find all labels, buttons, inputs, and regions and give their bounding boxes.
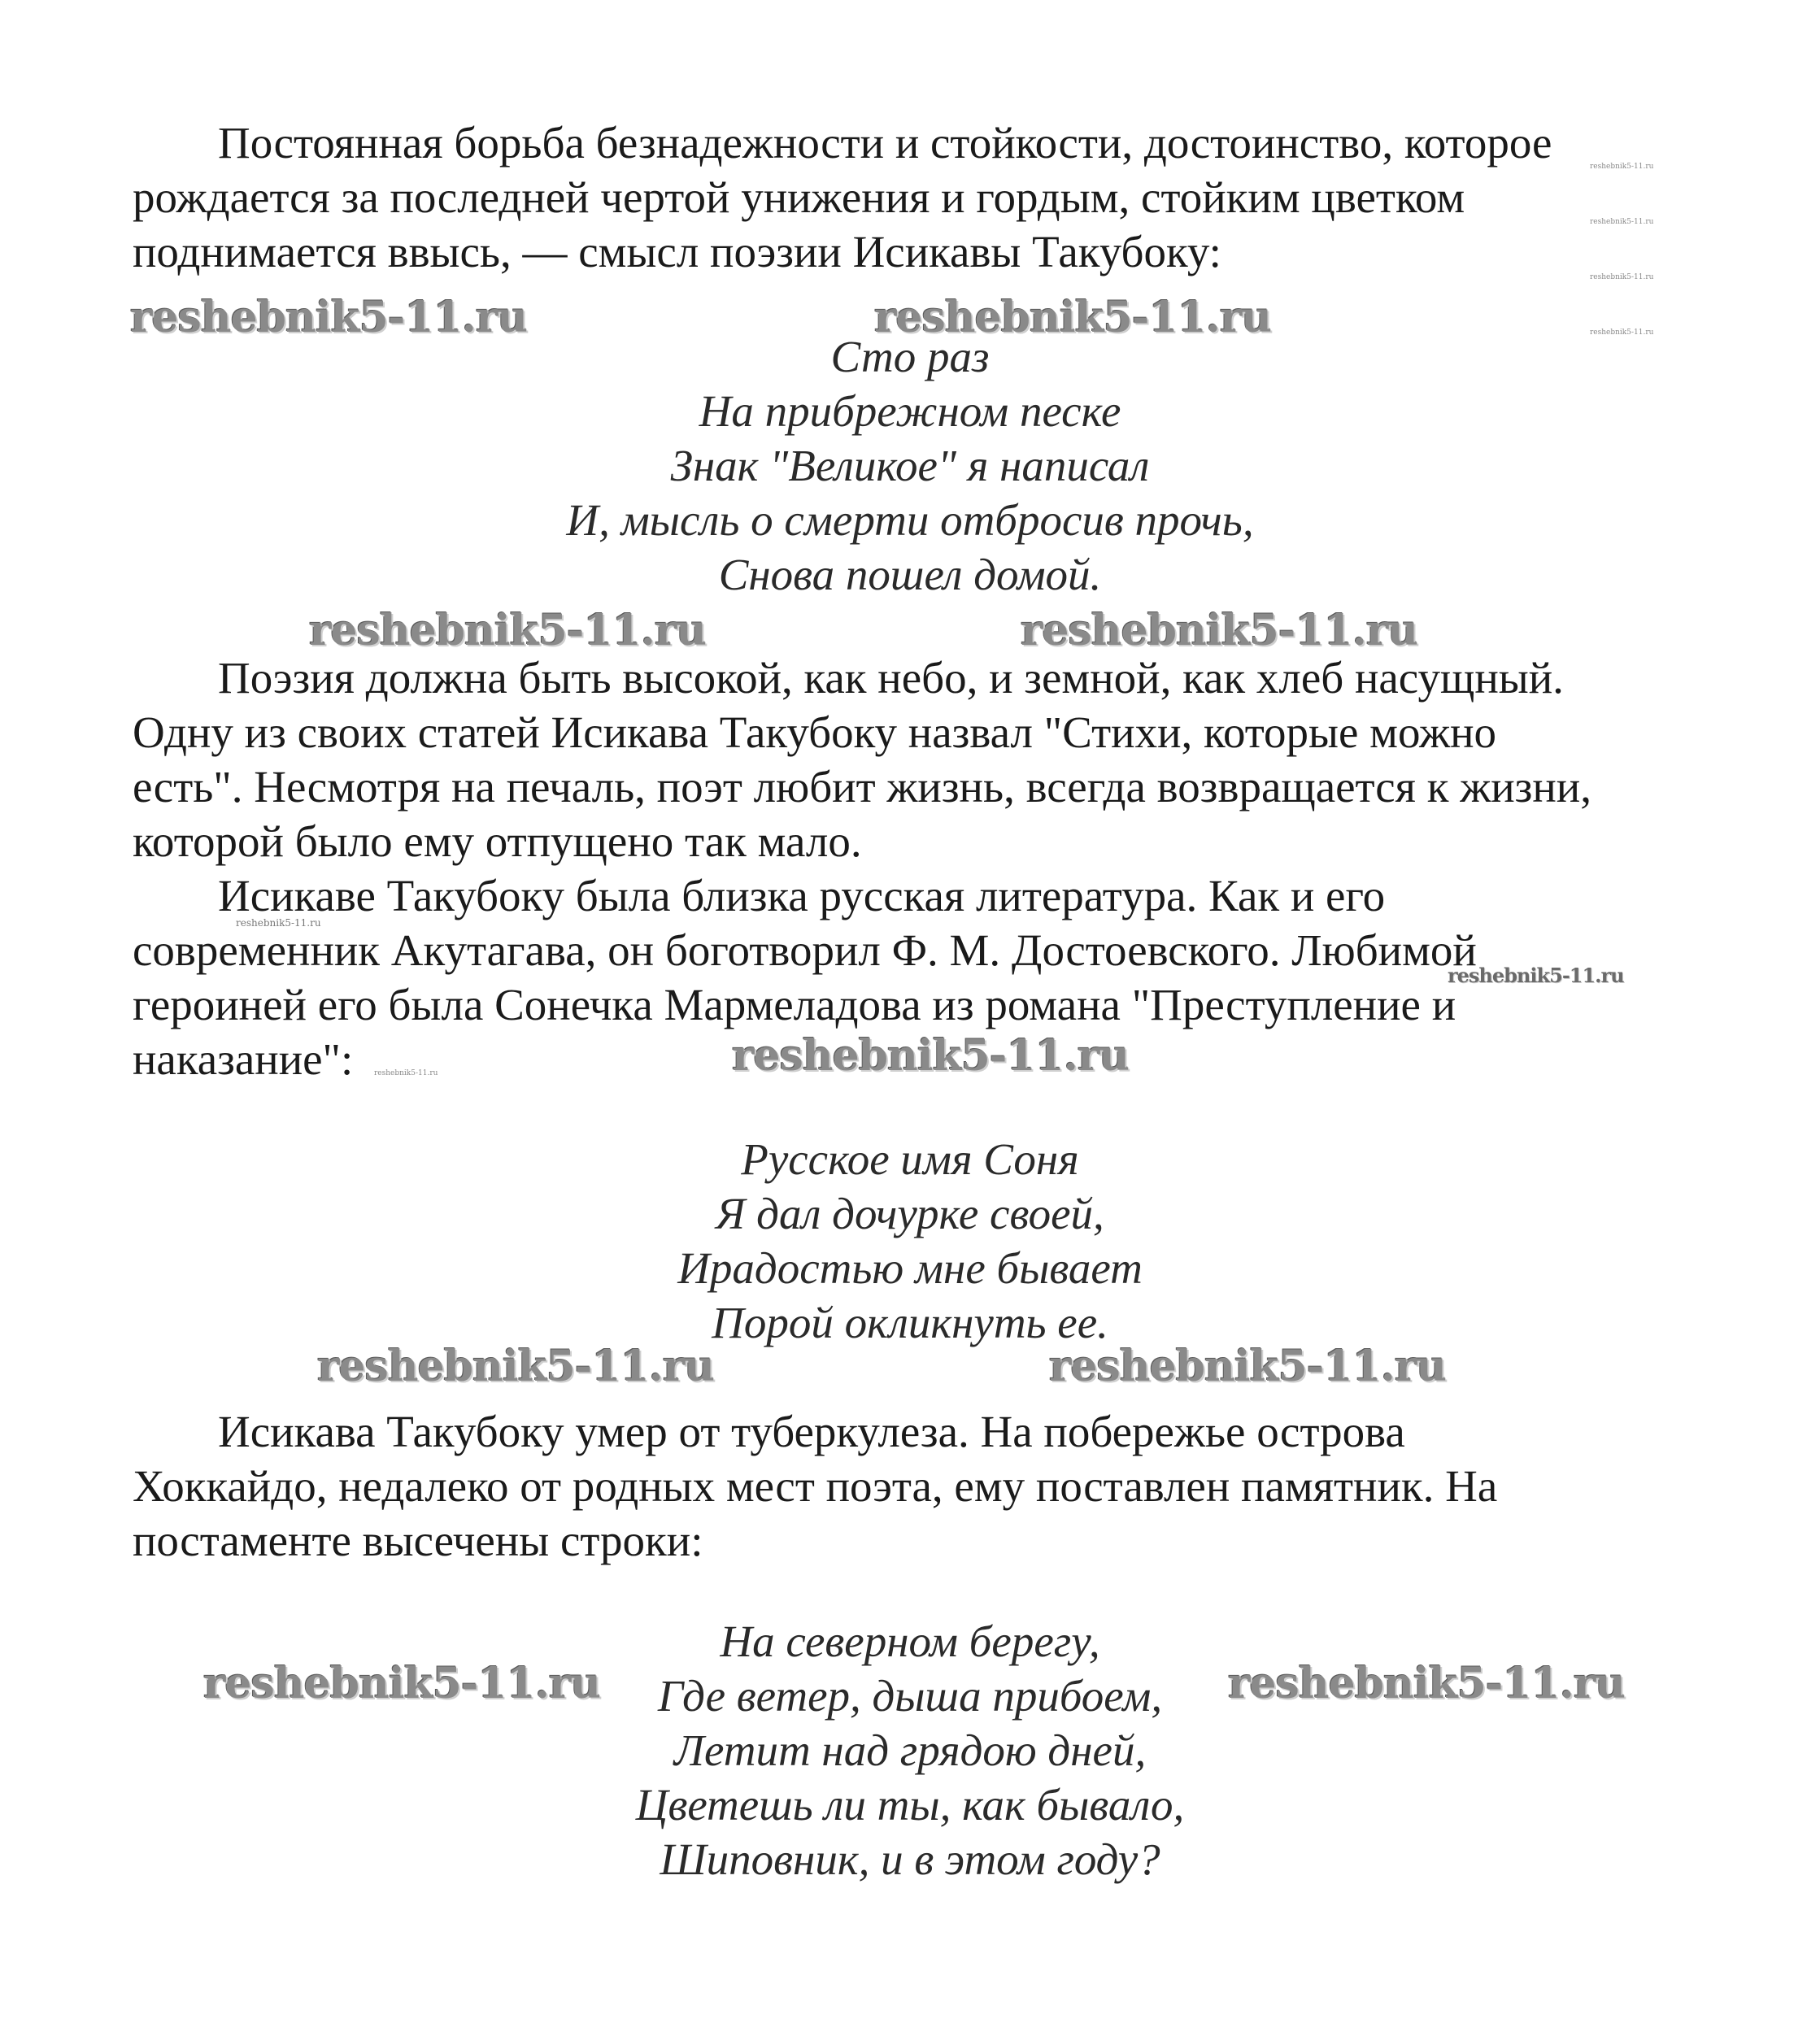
text-line: Исикаве Такубоку была близка русская литература. Как и его	[218, 871, 1386, 920]
text-line: постаменте высечены строки:	[133, 1516, 703, 1565]
verse-line: Порой окликнуть ее.	[712, 1298, 1108, 1347]
watermark: reshebnik5-11.ru	[236, 917, 321, 929]
text-line: Исикава Такубоку умер от туберкулеза. На побережье острова	[218, 1407, 1405, 1456]
poem-verse-1	[0, 329, 1820, 602]
watermark: reshebnik5-11.ru	[874, 293, 1272, 342]
watermark: reshebnik5-11.ru	[1228, 1659, 1626, 1708]
verse-line: Шиповник, и в этом году?	[660, 1834, 1160, 1884]
verse-line: На прибрежном песке	[699, 386, 1121, 436]
watermark: reshebnik5-11.ru	[203, 1659, 601, 1708]
verse-line: Ирадостью мне бывает	[677, 1243, 1143, 1293]
watermark: reshebnik5-11.ru	[1590, 329, 1654, 337]
watermark: reshebnik5-11.ru	[130, 293, 528, 342]
watermark: reshebnik5-11.ru	[309, 606, 707, 655]
verse-line: Цветешь ли ты, как бывало,	[635, 1780, 1185, 1830]
watermark: reshebnik5-11.ru	[1021, 606, 1418, 655]
paragraph-intro	[133, 115, 1702, 279]
verse-line: Знак "Великое" я написал	[670, 441, 1150, 490]
watermark: reshebnik5-11.ru	[732, 1031, 1130, 1081]
text-line: Одну из своих статей Исикава Такубоку назвал "Стихи, которые можно	[133, 707, 1497, 757]
verse-line: На северном берегу,	[720, 1617, 1100, 1666]
poem-verse-2	[0, 1132, 1820, 1350]
text-line: рождается за последней чертой унижения и гордым, стойким цветком	[133, 172, 1465, 222]
watermark: reshebnik5-11.ru	[317, 1342, 715, 1391]
text-line: которой было ему отпущено так мало.	[133, 816, 862, 866]
verse-line: Снова пошел домой.	[718, 550, 1102, 599]
poem-verse-3	[0, 1614, 1820, 1886]
paragraph-monument	[133, 1404, 1702, 1568]
verse-line: И, мысль о смерти отбросив прочь,	[566, 495, 1254, 545]
verse-line: Я дал дочурке своей,	[716, 1189, 1104, 1238]
text-line: поднимается ввысь, — смысл поэзии Исикавы Такубоку:	[133, 227, 1221, 276]
watermark: reshebnik5-11.ru	[1448, 964, 1624, 987]
watermark: reshebnik5-11.ru	[1590, 163, 1654, 171]
watermark: reshebnik5-11.ru	[1590, 273, 1654, 281]
watermark: reshebnik5-11.ru	[374, 1069, 438, 1077]
text-line: наказание":	[133, 1034, 354, 1084]
watermark: reshebnik5-11.ru	[1590, 218, 1654, 226]
verse-line: Где ветер, дыша прибоем,	[657, 1671, 1163, 1721]
verse-line: Летит над грядою дней,	[673, 1725, 1147, 1775]
text-line: героиней его была Сонечка Мармеладова из романа "Преступление и	[133, 980, 1456, 1029]
text-line: Постоянная борьба безнадежности и стойкости, достоинство, которое	[218, 118, 1552, 168]
text-line: Поэзия должна быть высокой, как небо, и земной, как хлеб насущный.	[218, 653, 1564, 703]
text-line: есть". Несмотря на печаль, поэт любит жизнь, всегда возвращается к жизни,	[133, 762, 1591, 812]
watermark: reshebnik5-11.ru	[1049, 1342, 1447, 1391]
verse-line: Русское имя Соня	[741, 1134, 1079, 1184]
paragraph-poetry	[133, 651, 1702, 868]
verse-line: Сто раз	[830, 332, 990, 381]
text-line: современник Акутагава, он боготворил Ф. М. Достоевского. Любимой	[133, 925, 1477, 975]
text-line: Хоккайдо, недалеко от родных мест поэта, ему поставлен памятник. На	[133, 1461, 1498, 1511]
